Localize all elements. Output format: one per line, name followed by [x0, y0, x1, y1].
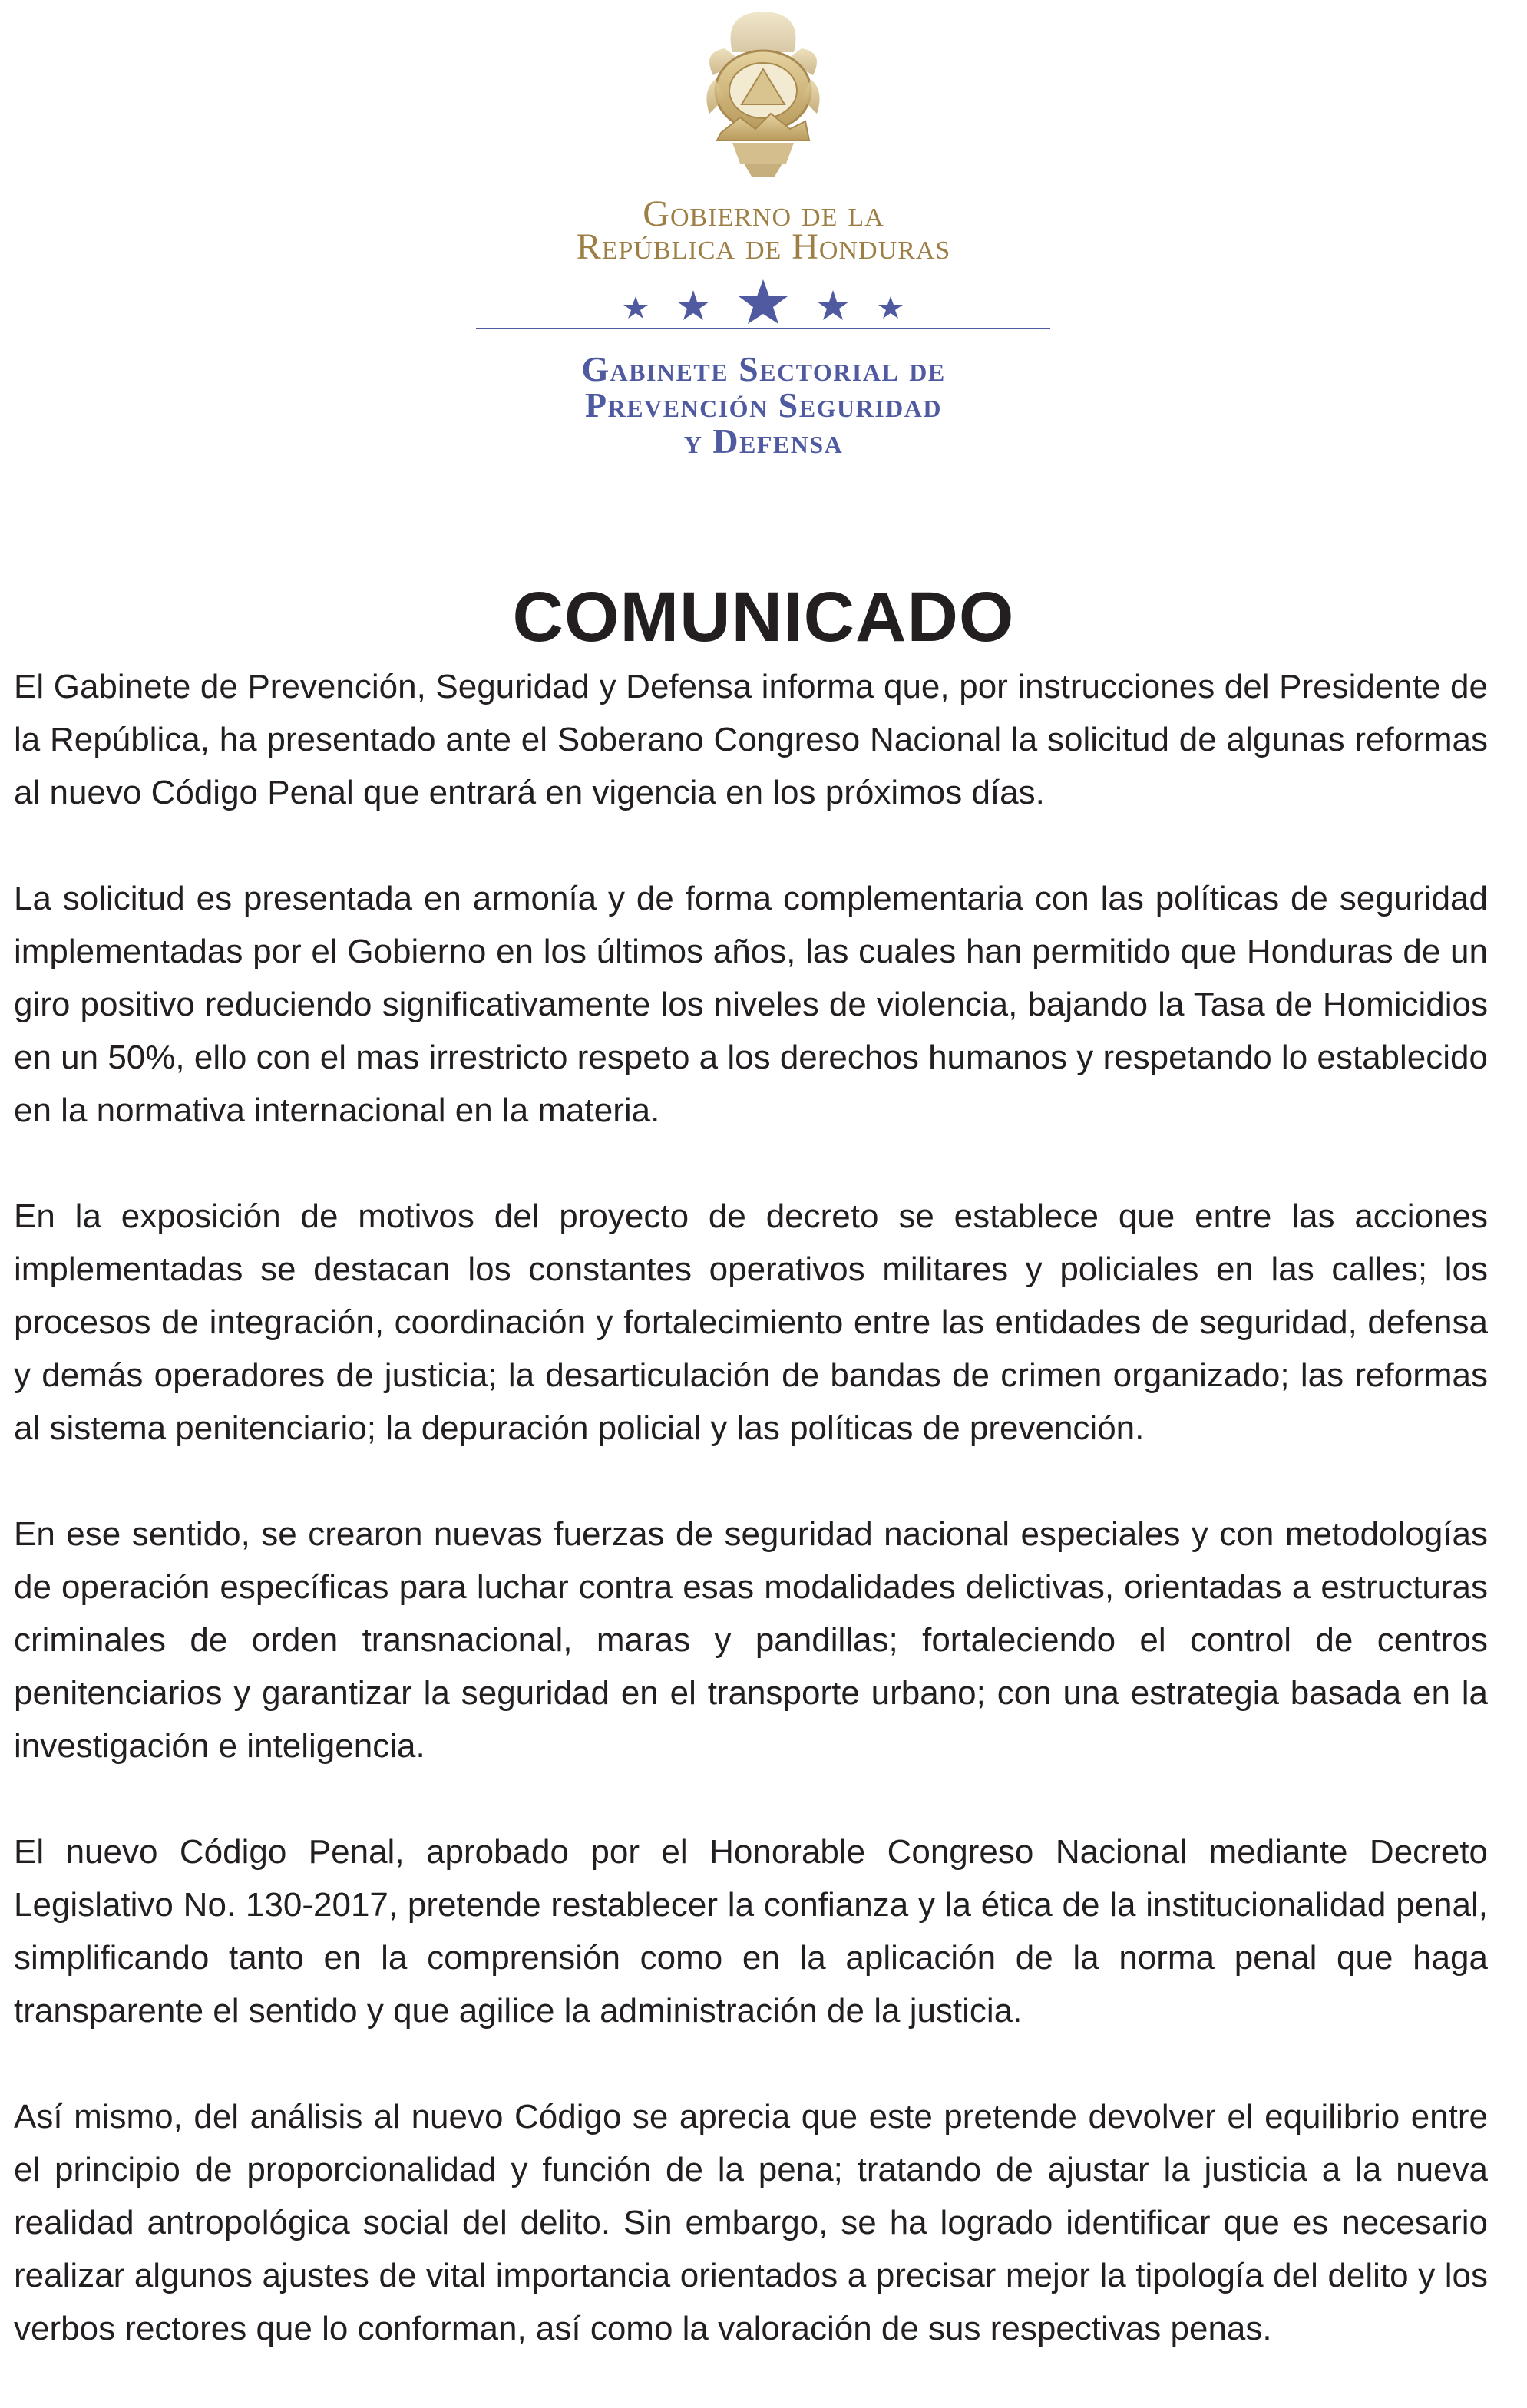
- honduras-coat-of-arms-icon: [679, 6, 848, 183]
- cabinet-name-line3: y Defensa: [683, 421, 844, 461]
- paragraph-2: La solicitud es presentada en armonía y de forma complementaria con las políticas de seguridad implementadas por el Gobierno en los últimos años, las cuales han permitido que Honduras de un giro positivo reduciendo significativamente los niveles de violencia, bajando la Tasa de Homicidios en un 50%, ello con el mas irrestricto respeto a los derechos humanos y respetando lo establecido en la normativa internacional en la materia.: [14, 880, 1488, 1129]
- paragraph-1: El Gabinete de Prevención, Seguridad y Defensa informa que, por instrucciones del Presidente de la República, ha presentado ante el Soberano Congreso Nacional la solicitud de algunas reformas al nuevo Código Penal que entrará en vigencia en los próximos días.: [14, 668, 1488, 811]
- letterhead: [0, 0, 1527, 476]
- government-name-line1: Gobierno de la: [643, 193, 884, 234]
- government-name-line2: República de Honduras: [576, 226, 951, 267]
- communique-body: [14, 660, 1488, 2408]
- paragraph-5: El nuevo Código Penal, aprobado por el Honorable Congreso Nacional mediante Decreto Legislativo No. 130-2017, pretende restablecer la confianza y la ética de la institucionalidad penal, simplificando tanto en la comprensión como en la aplicación de la norma penal que haga transparente el sentido y que agilice la administración de la justicia.: [14, 1833, 1488, 2030]
- star-icon: [817, 290, 849, 320]
- paragraph-4: En ese sentido, se crearon nuevas fuerzas de seguridad nacional especiales y con metodologías de operación específicas para luchar contra esas modalidades delictivas, orientadas a estructuras criminales de orden transnacional, maras y pandillas; fortaleciendo el control de centros penitenciarios y garantizar la seguridad en el transporte urbano; con una estrategia basada en la investigación e inteligencia.: [14, 1515, 1488, 1765]
- star-icon: [623, 296, 648, 319]
- star-icon: [878, 296, 903, 319]
- star-icon: [739, 279, 788, 324]
- cabinet-name-line1: Gabinete Sectorial de: [581, 349, 946, 388]
- cabinet-name-line2: Prevención Seguridad: [585, 385, 942, 424]
- star-icon: [677, 290, 709, 320]
- stars-divider: [0, 278, 1527, 332]
- paragraph-6: Así mismo, del análisis al nuevo Código se aprecia que este pretende devolver el equilibrio entre el principio de proporcionalidad y función de la pena; tratando de ajustar la justicia a la nueva realidad antropológica social del delito. Sin embargo, se ha logrado identificar que es necesario realizar algunos ajustes de vital importancia orientados a precisar mejor la tipología del delito y los verbos rectores que lo conforman, así como la valoración de sus respectivas penas.: [14, 2098, 1488, 2347]
- page-title: COMUNICADO: [512, 577, 1015, 656]
- paragraph-3: En la exposición de motivos del proyecto de decreto se establece que entre las acciones implementadas se destacan los constantes operativos militares y policiales en las calles; los procesos de integración, coordinación y fortalecimiento entre las entidades de seguridad, defensa y demás operadores de justicia; la desarticulación de bandas de crimen organizado; las reformas al sistema penitenciario; la depuración policial y las políticas de prevención.: [14, 1197, 1488, 1447]
